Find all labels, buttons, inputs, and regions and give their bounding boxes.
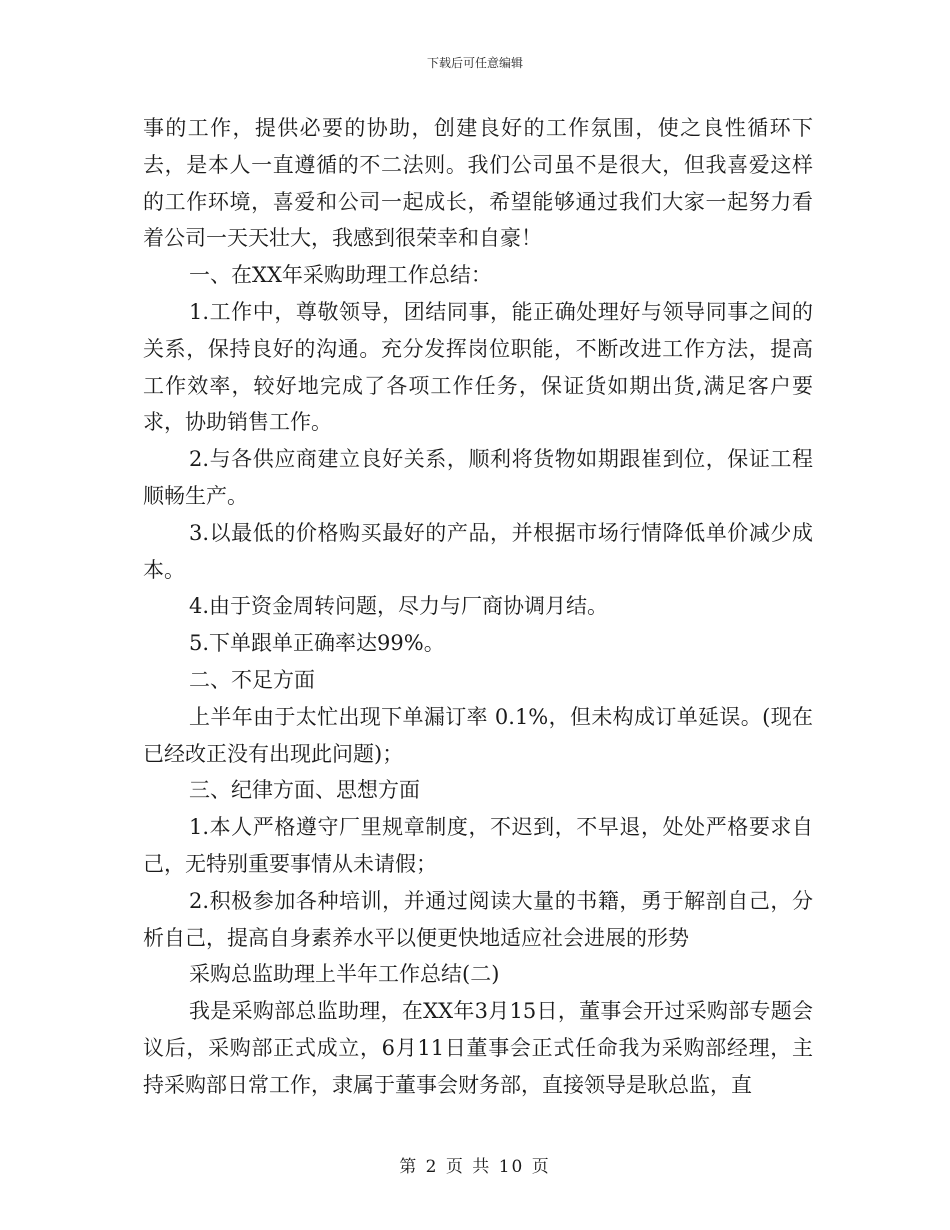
section-heading: 一、在XX年采购助理工作总结：	[189, 263, 492, 288]
list-item: 1.本人严格遵守厂里规章制度，不迟到，不早退，处处严格要求自己，无特别重要事情从未请假；	[143, 815, 813, 876]
document-subtitle: 采购总监助理上半年工作总结(二)	[189, 962, 500, 987]
paragraph: 我是采购部总监助理，在XX年3月15日，董事会开过采购部专题会议后，采购部正式成立，6月11日董事会正式任命我为采购部经理，主持采购部日常工作，隶属于董事会财务部，直接领导是耿总监，直	[143, 999, 813, 1097]
section-heading: 二、不足方面	[189, 667, 315, 692]
list-item: 2.积极参加各种培训，并通过阅读大量的书籍，勇于解剖自己，分析自己，提高自身素养水平以便更快地适应社会进展的形势	[143, 888, 813, 950]
list-item: 5.下单跟单正确率达99%。	[189, 631, 445, 656]
document-body	[143, 110, 813, 1104]
list-item: 4.由于资金周转问题，尽力与厂商协调月结。	[189, 594, 609, 619]
page-footer: 第 2 页 共 10 页	[399, 1157, 551, 1177]
section-heading: 三、纪律方面、思想方面	[189, 778, 420, 803]
list-item: 1.工作中，尊敬领导，团结同事，能正确处理好与领导同事之间的关系，保持良好的沟通。充分发挥岗位职能，不断改进工作方法，提高工作效率，较好地完成了各项工作任务，保证货如期出货,满足客户要求，协助销售工作。	[143, 299, 813, 435]
page-header: 下载后可任意编辑	[426, 56, 523, 70]
list-item: 3.以最低的价格购买最好的产品，并根据市场行情降低单价减少成本。	[143, 520, 813, 582]
paragraph: 事的工作，提供必要的协助，创建良好的工作氛围，使之良性循环下去，是本人一直遵循的不二法则。我们公司虽不是很大，但我喜爱这样的工作环境，喜爱和公司一起成长，希望能够通过我们大家一起努力看着公司一天天壮大，我感到很荣幸和自豪！	[143, 116, 813, 251]
list-item: 2.与各供应商建立良好关系，顺利将货物如期跟崔到位，保证工程顺畅生产。	[143, 447, 813, 508]
paragraph: 上半年由于太忙出现下单漏订率 0.1%，但未构成订单延误。(现在已经改正没有出现此问题)；	[143, 704, 813, 766]
